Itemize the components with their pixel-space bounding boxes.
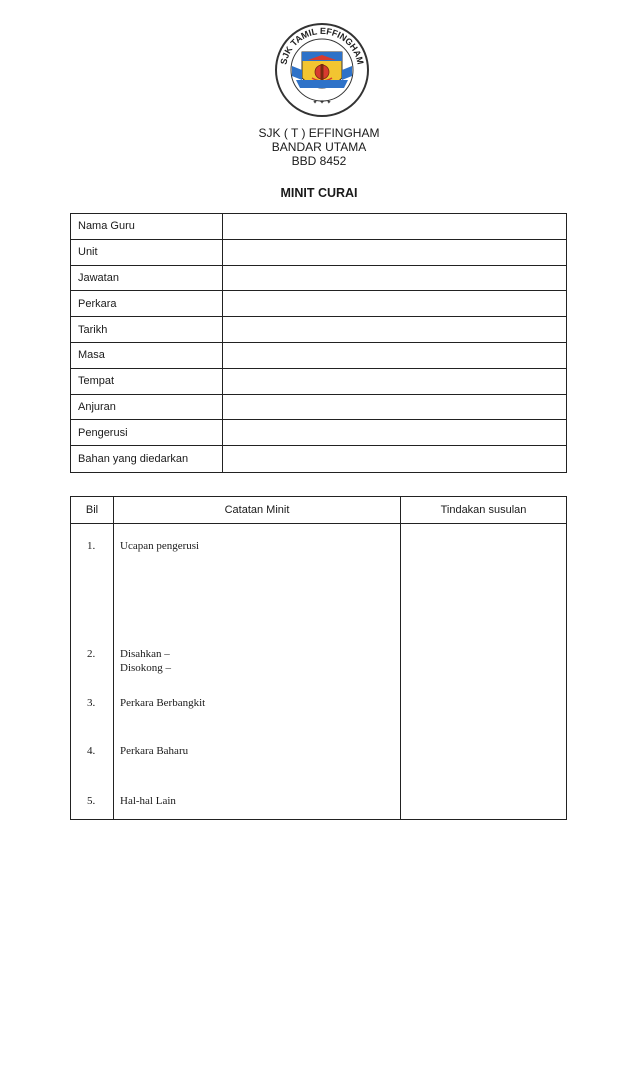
- info-value-field[interactable]: [223, 446, 566, 472]
- info-label: Masa: [71, 343, 223, 368]
- info-value-field[interactable]: [223, 214, 566, 239]
- page-title: MINIT CURAI: [280, 186, 358, 200]
- header-catatan-minit: Catatan Minit: [114, 497, 401, 523]
- info-value-field[interactable]: [223, 266, 566, 291]
- agenda-item: Perkara Berbangkit: [120, 697, 206, 709]
- svg-text:✦ ✦ ✦: ✦ ✦ ✦: [312, 99, 332, 106]
- school-logo: [272, 22, 372, 118]
- agenda-item: Disahkan –: [120, 648, 170, 660]
- info-label: Perkara: [71, 291, 223, 316]
- info-row-anjuran: [71, 395, 566, 421]
- school-name: SJK ( T ) EFFINGHAM: [258, 126, 380, 140]
- minutes-table-body: [71, 524, 566, 819]
- info-row-tempat: [71, 369, 566, 395]
- school-address: [0, 126, 638, 168]
- info-row-nama-guru: [71, 214, 566, 240]
- agenda-item: Perkara Baharu: [120, 745, 189, 757]
- info-value-field[interactable]: [223, 369, 566, 394]
- info-row-jawatan: [71, 266, 566, 292]
- info-label: Bahan yang diedarkan: [71, 446, 223, 472]
- school-postcode: BBD 8452: [291, 154, 347, 168]
- info-row-unit: [71, 240, 566, 266]
- minutes-table: [70, 496, 567, 820]
- item-number: 3.: [87, 697, 96, 709]
- info-row-perkara: [71, 291, 566, 317]
- svg-text:SJK TAMIL EFFINGHAM: SJK TAMIL EFFINGHAM: [278, 25, 366, 66]
- info-value-field[interactable]: [223, 420, 566, 445]
- item-number: 2.: [87, 648, 96, 660]
- agenda-item: Hal-hal Lain: [120, 795, 176, 807]
- info-row-tarikh: [71, 317, 566, 343]
- minutes-table-header: [71, 497, 566, 524]
- item-number: 5.: [87, 795, 96, 807]
- info-value-field[interactable]: [223, 291, 566, 316]
- info-label: Nama Guru: [71, 214, 223, 239]
- info-label: Anjuran: [71, 395, 223, 420]
- header-tindakan-susulan: Tindakan susulan: [440, 504, 527, 516]
- header-bil: Bil: [71, 497, 114, 523]
- agenda-item: Ucapan pengerusi: [120, 540, 200, 552]
- info-value-field[interactable]: [223, 317, 566, 342]
- school-area: BANDAR UTAMA: [271, 140, 367, 154]
- agenda-item: Disokong –: [120, 662, 172, 674]
- tindakan-column[interactable]: [401, 524, 566, 819]
- info-value-field[interactable]: [223, 343, 566, 368]
- info-label: Jawatan: [71, 266, 223, 291]
- info-label: Unit: [71, 240, 223, 265]
- info-row-bahan: [71, 446, 566, 472]
- item-number: 1.: [87, 540, 96, 552]
- info-label: Tarikh: [71, 317, 223, 342]
- info-label: Pengerusi: [71, 420, 223, 445]
- info-row-pengerusi: [71, 420, 566, 446]
- item-number: 4.: [87, 745, 96, 757]
- info-label: Tempat: [71, 369, 223, 394]
- meeting-info-table: [70, 213, 567, 473]
- info-row-masa: [71, 343, 566, 369]
- info-value-field[interactable]: [223, 395, 566, 420]
- info-value-field[interactable]: [223, 240, 566, 265]
